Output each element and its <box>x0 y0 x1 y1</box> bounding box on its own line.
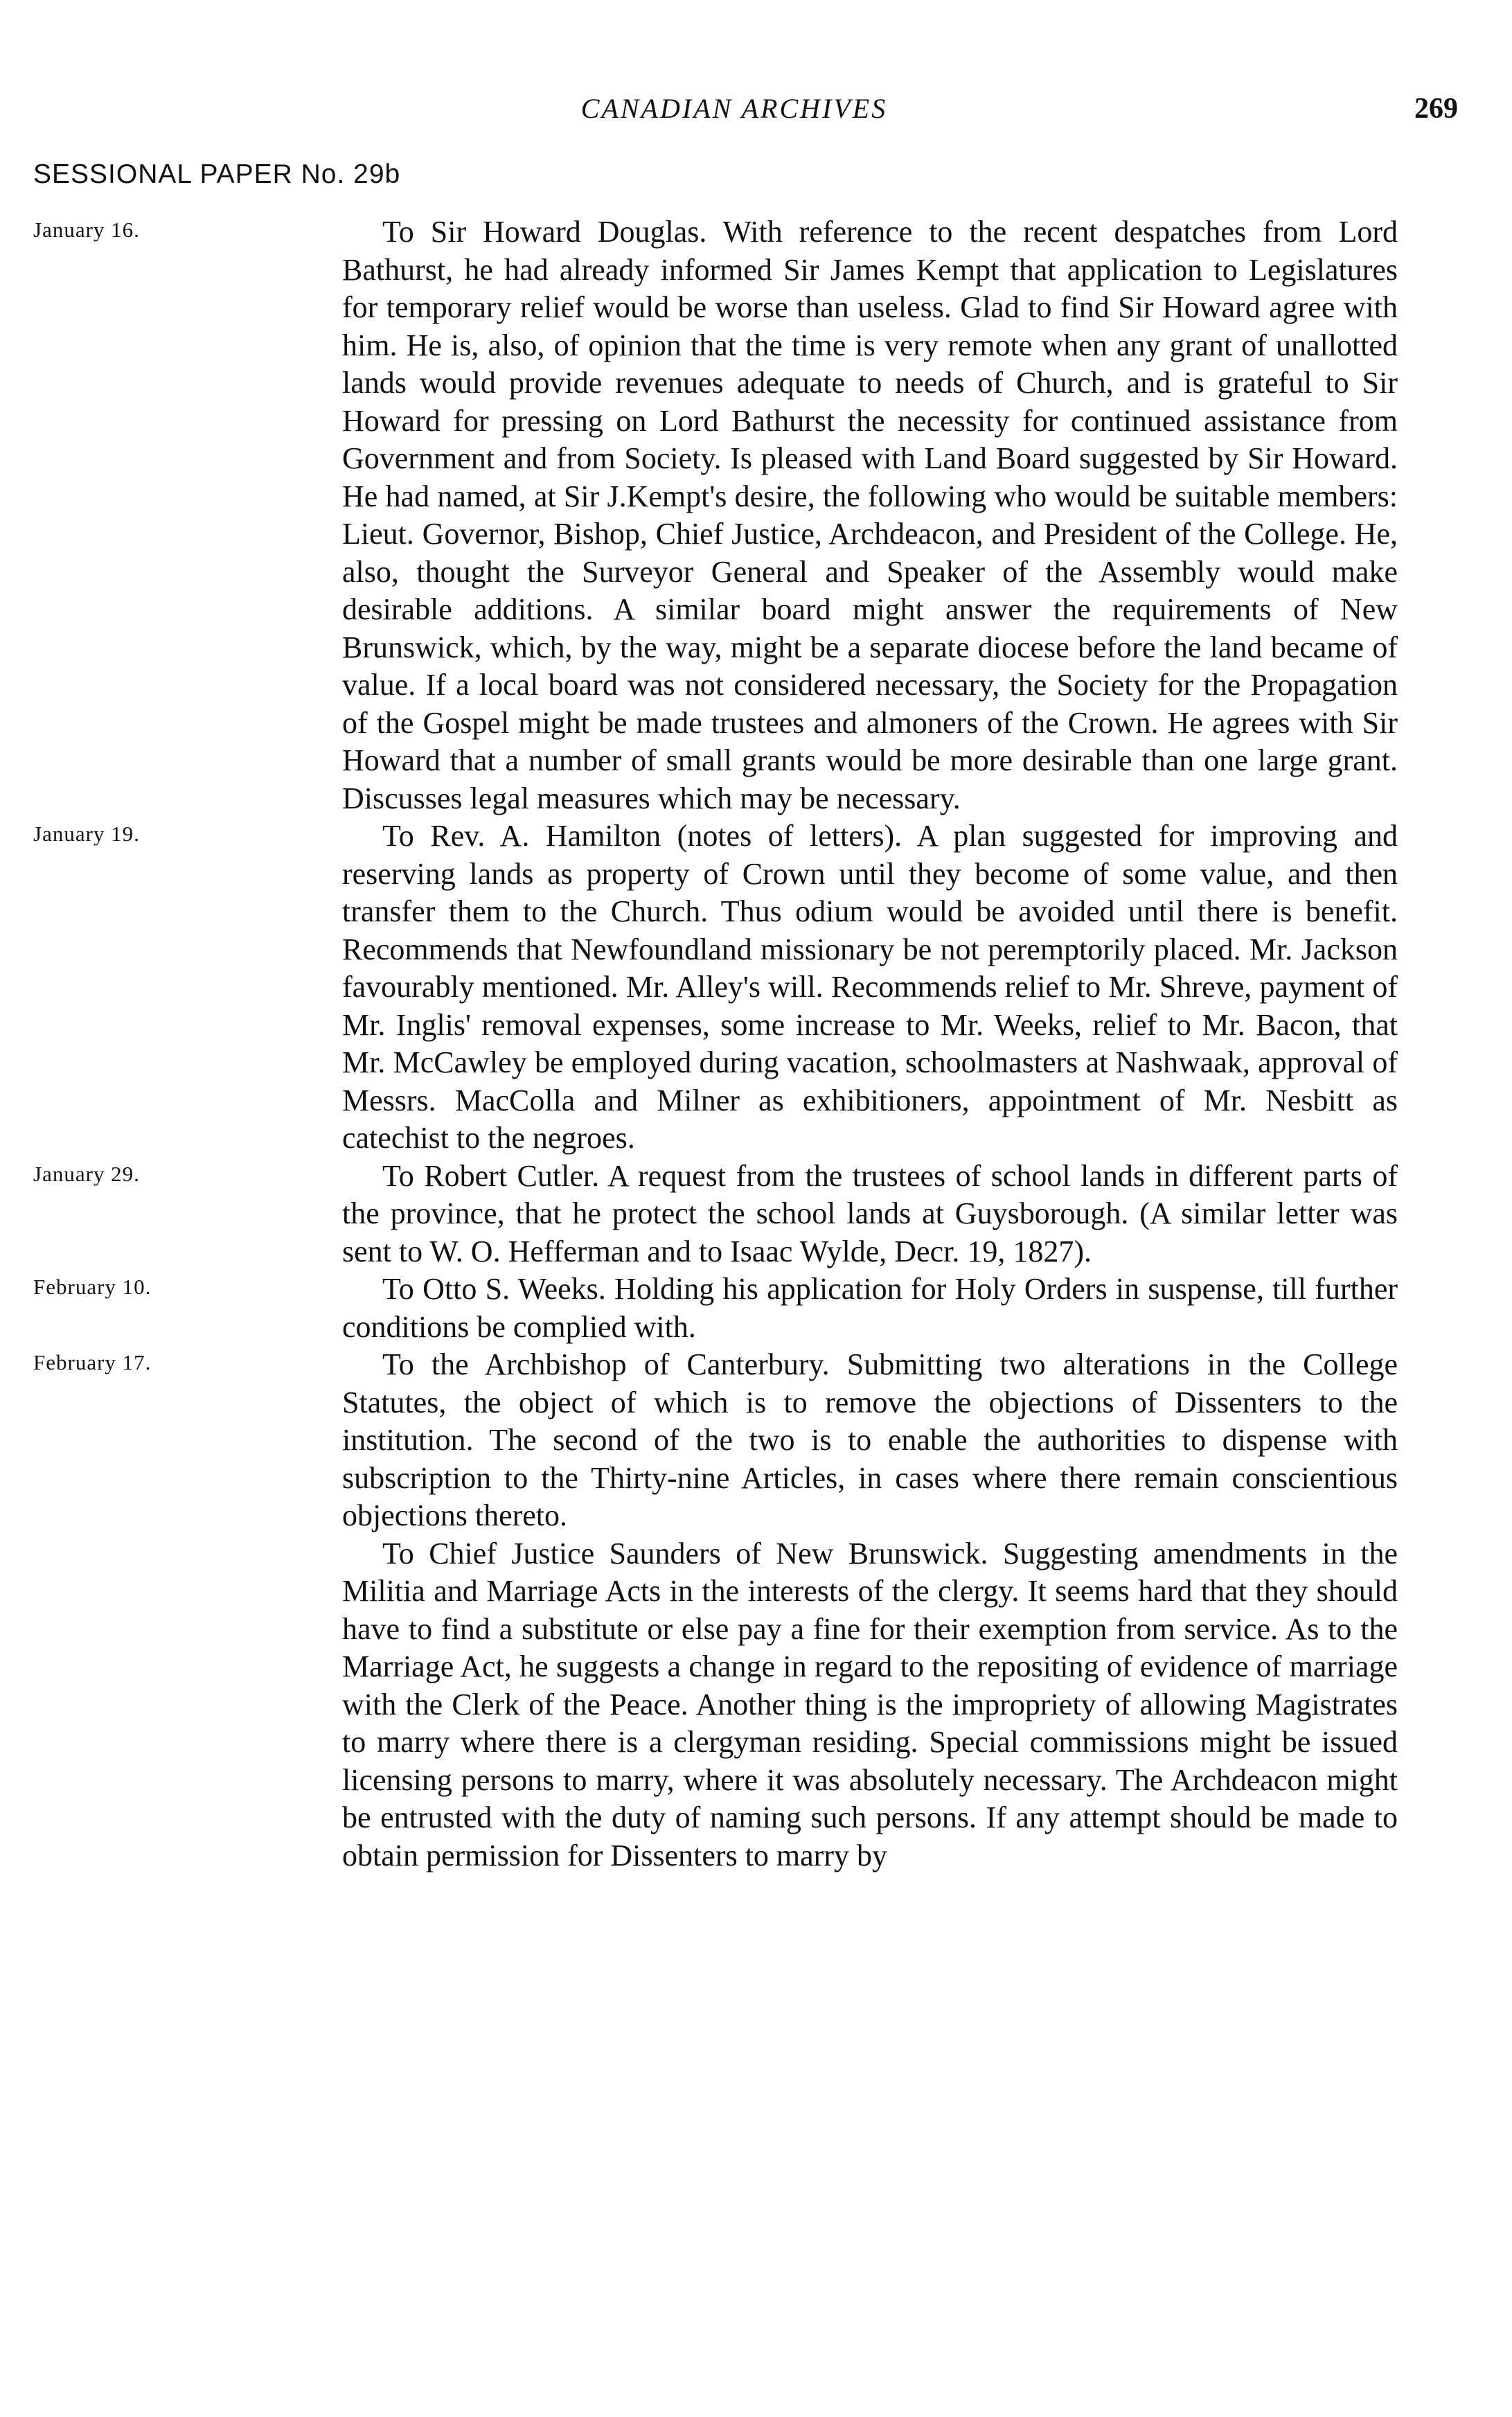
entry-january-19 <box>0 817 1512 1158</box>
entry-undated <box>0 1535 1512 1875</box>
entry-february-10 <box>0 1271 1512 1346</box>
entry-text: To Rev. A. Hamilton (notes of letters). A plan suggested for improving and reserving lands as property of Crown until they become of some value, and then transfer them to the Church. Thus odium would be avoided until there is benefit. Recommends that Newfoundland missionary be not peremptorily placed. Mr. Jackson favourably mentioned. Mr. Alley's will. Recommends relief to Mr. Shreve, payment of Mr. Inglis' removal expenses, some increase to Mr. Weeks, relief to Mr. Bacon, that Mr. McCawley be employed during vacation, schoolmasters at Nashwaak, approval of Messrs. MacColla and Milner as exhibitioners, appointment of Mr. Nesbitt as catechist to the negroes. <box>342 819 1398 1155</box>
entry-text: To the Archbishop of Canterbury. Submitting two alterations in the College Statutes, the object of which is to remove the objections of Dissenters to the institution. The second of the two is to enable the authorities to dispense with subscription to the Thirty-nine Articles, in cases where there remain conscientious objections thereto. <box>342 1347 1398 1532</box>
entry-january-29 <box>0 1158 1512 1271</box>
entry-date: January 19. <box>33 822 140 846</box>
running-head <box>0 92 1512 134</box>
entry-text: To Otto S. Weeks. Holding his application for Holy Orders in suspense, till further conditions be complied with. <box>342 1272 1398 1344</box>
sessional-paper-label: SESSIONAL PAPER No. 29b <box>33 159 401 189</box>
entry-february-17 <box>0 1346 1512 1535</box>
page-number: 269 <box>1414 93 1458 125</box>
letter-entries <box>0 213 1512 1875</box>
entry-date: January 16. <box>33 218 140 242</box>
running-title: CANADIAN ARCHIVES <box>580 93 888 124</box>
entry-text: To Sir Howard Douglas. With reference to the recent despatches from Lord Bathurst, he had already informed Sir James Kempt that application to Legislatures for temporary relief would be worse than useless. Glad to find Sir Howard agree with him. He is, also, of opinion that the time is very remote when any grant of unallotted lands would provide revenues adequate to needs of Church, and is grateful to Sir Howard for pressing on Lord Bathurst the necessity for continued assistance from Government and from Society. Is pleased with Land Board suggested by Sir Howard. He had named, at Sir J.Kempt's desire, the following who would be suitable members: Lieut. Governor, Bishop, Chief Justice, Archdeacon, and President of the College. He, also, thought the Surveyor General and Speaker of the Assembly would make desirable additions. A similar board might answer the requirements of New Brunswick, which, by the way, might be a separate diocese before the land became of value. If a local board was not considered necessary, the Society for the Propagation of the Gospel might be made trustees and almoners of the Crown. He agrees with Sir Howard that a number of small grants would be more desirable than one large grant. Discusses legal measures which may be necessary. <box>342 215 1398 815</box>
entry-date: January 29. <box>33 1161 140 1186</box>
entry-date: February 10. <box>33 1275 152 1299</box>
entry-text: To Chief Justice Saunders of New Brunswick. Suggesting amendments in the Militia and Marriage Acts in the interests of the clergy. It seems hard that they should have to find a substitute or else pay a fine for their exemption from service. As to the Marriage Act, he suggests a change in regard to the repositing of evidence of marriage with the Clerk of the Peace. Another thing is the impropriety of allowing Magistrates to marry where there is a clergyman residing. Special commissions might be issued licensing persons to marry, where it was absolutely necessary. The Archdeacon might be entrusted with the duty of naming such persons. If any attempt should be made to obtain permission for Dissenters to marry by <box>342 1536 1398 1872</box>
entry-text: To Robert Cutler. A request from the trustees of school lands in different parts of the province, that he protect the school lands at Guysborough. (A similar letter was sent to W. O. Hefferman and to Isaac Wylde, Decr. 19, 1827). <box>342 1158 1398 1268</box>
entry-date: February 17. <box>33 1350 152 1374</box>
entry-january-16 <box>0 213 1512 817</box>
